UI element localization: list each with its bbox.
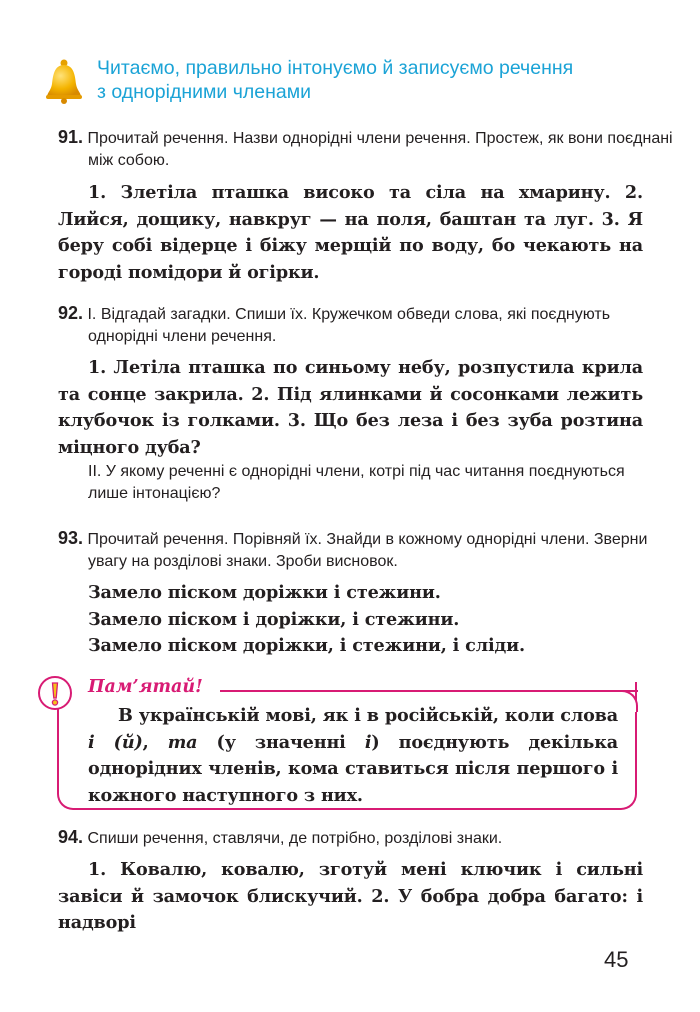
- task-94-exercise: 1. Ковалю, ковалю, зготуй мені ключик і сильні завіси й замочок блискучий. 2. У бобра добра багато: і надворі: [58, 859, 643, 933]
- heading-line-2: з однорідними членами: [97, 81, 311, 103]
- remember-divider: [220, 690, 638, 692]
- rule-word-ta: та: [167, 731, 198, 753]
- instruction-text: I. Відгадай загадки. Спиши їх. Кружечком обведи слова, які поєднують однорідні члени речення.: [87, 306, 611, 345]
- sentence-line: Замело піском доріжки, і стежини, і сліди.: [88, 635, 525, 656]
- task-number: 91.: [58, 127, 84, 147]
- task-number: 94.: [58, 827, 84, 847]
- task-93-instruction: [58, 527, 673, 573]
- task-91-exercise: 1. Злетіла пташка високо та сіла на хмарину. 2. Лийся, дощику, навкруг — на поля, баштан та луг. 3. Я беру собі відерце і біжу мерщій по воду, бо чекають на городі помідори й огірки.: [58, 182, 643, 283]
- rule-word-i: і: [364, 731, 372, 753]
- task-93-sentences: [88, 580, 648, 660]
- section-heading: [97, 56, 657, 104]
- remember-title: Пам’ятай!: [88, 677, 209, 697]
- rule-word-i-variant: (й): [113, 731, 143, 753]
- task-92-part-2: II. У якому реченні є однорідні члени, котрі під час читання поєднуються лише інтонацією?: [88, 463, 625, 502]
- exclamation-icon: [38, 676, 72, 710]
- task-92-instruction: [58, 302, 673, 348]
- instruction-text: Спиши речення, ставлячи, де потрібно, розділові знаки.: [87, 830, 503, 847]
- task-94-instruction: [58, 826, 673, 850]
- rule-text: (у значенні: [197, 731, 365, 753]
- rule-text: В українській мові, як і в російській, коли слова: [118, 705, 618, 726]
- rule-text: ) поєднують декілька однорідних членів, кома ставиться після першого і кожного наступного з них.: [88, 731, 618, 806]
- task-number: 93.: [58, 528, 84, 548]
- sentence-line: Замело піском доріжки і стежини.: [88, 582, 441, 603]
- instruction-text: Прочитай речення. Порівняй їх. Знайди в кожному однорідні члени. Зверни увагу на розділові знаки. Зроби висновок.: [87, 531, 648, 570]
- sentence-line: Замело піском і доріжки, і стежини.: [88, 608, 460, 630]
- heading-line-1: Читаємо, правильно інтонуємо й записуємо речення: [97, 57, 574, 79]
- instruction-text: Прочитай речення. Назви однорідні члени речення. Простеж, як вони поєднані між собою.: [87, 130, 673, 169]
- task-91-instruction: [58, 126, 673, 172]
- page-number: 45: [604, 947, 629, 972]
- rule-text: ,: [142, 731, 168, 753]
- task-92-exercise: 1. Летіла пташка по синьому небу, розпустила крила та сонце закрила. 2. Під ялинками й сосонками лежить клубочок із голками. 3. Що без леза і без зуба розтина міцного дуба?: [58, 357, 643, 458]
- task-number: 92.: [58, 303, 84, 323]
- remember-rule: [88, 703, 618, 809]
- rule-word-i: і: [88, 731, 95, 753]
- bell-icon: [44, 58, 84, 104]
